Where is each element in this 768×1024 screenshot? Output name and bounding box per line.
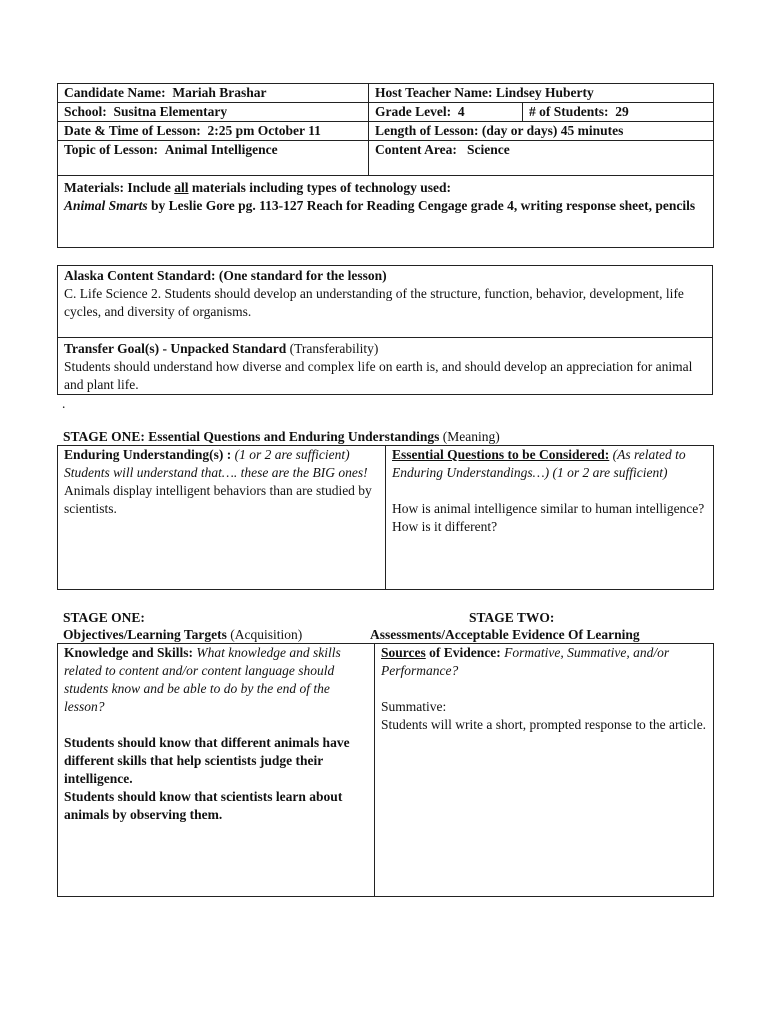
stage-one-meaning-heading <box>63 428 500 446</box>
host-value: Lindsey Huberty <box>495 85 594 100</box>
stage-one-meaning-paren: (Meaning) <box>439 429 500 444</box>
content-label: Content Area: <box>375 142 457 157</box>
materials-cell <box>58 176 714 248</box>
eu-heading: Enduring Understanding(s) : <box>64 447 232 462</box>
content-area-cell <box>369 141 714 176</box>
grade-value: 4 <box>457 104 465 119</box>
ev-heading: of Evidence: <box>425 645 501 660</box>
eu-prompt: Students will understand that…. these are the BIG ones! <box>64 465 368 480</box>
transfer-goal-cell <box>58 338 713 395</box>
host-teacher-cell <box>369 84 714 103</box>
standards-table <box>57 265 713 395</box>
ev-type: Summative: <box>381 699 447 714</box>
topic-label: Topic of Lesson: <box>64 142 159 157</box>
materials-suffix: materials including types of technology used: <box>188 180 452 195</box>
ks-heading: Knowledge and Skills: <box>64 645 194 660</box>
transfer-goal-text: Students should understand how diverse and complex life on earth is, and should develop an appreciation for animal and plant life. <box>64 359 693 392</box>
school-label: School: <box>64 104 107 119</box>
candidate-value: Mariah Brashar <box>172 85 267 100</box>
ev-heading-sources: Sources <box>381 645 426 660</box>
transfer-goal-paren: (Transferability) <box>286 341 379 356</box>
candidate-cell <box>58 84 369 103</box>
grade-label: Grade Level: <box>375 104 452 119</box>
stage-one-meaning-title: STAGE ONE: Essential Questions and Enduring Understandings <box>63 429 440 444</box>
content-value: Science <box>467 142 510 157</box>
datetime-value: 2:25 pm October 11 <box>207 123 321 138</box>
evidence-cell <box>375 644 714 897</box>
eq-text: How is animal intelligence similar to human intelligence? How is it different? <box>392 501 705 534</box>
ev-text: Students will write a short, prompted response to the article. <box>381 717 707 732</box>
stage-two-subheading: Assessments/Acceptable Evidence Of Learning <box>370 627 640 642</box>
alaska-standard-cell <box>58 266 713 338</box>
materials-all: all <box>174 180 189 195</box>
candidate-label: Candidate Name: <box>64 85 166 100</box>
lesson-header-table <box>57 83 714 248</box>
students-value: 29 <box>615 104 629 119</box>
objectives-assessment-table <box>57 643 714 897</box>
length-cell <box>369 122 714 141</box>
stage-one-subheading <box>63 626 302 644</box>
length-value: 45 minutes <box>560 123 624 138</box>
knowledge-skills-cell <box>58 644 375 897</box>
length-label: Length of Lesson: (day or days) <box>375 123 558 138</box>
materials-text: by Leslie Gore pg. 113-127 Reach for Reading Cengage grade 4, writing response sheet, pencils <box>147 198 696 213</box>
ev-prompt: Formative, Summative, and/or Performance? <box>381 645 670 678</box>
topic-value: Animal Intelligence <box>164 142 278 157</box>
enduring-understandings-cell <box>58 446 386 590</box>
eq-heading: Essential Questions to be Considered: <box>392 447 610 462</box>
datetime-label: Date & Time of Lesson: <box>64 123 201 138</box>
understandings-table <box>57 445 714 590</box>
stage-one-sub: Objectives/Learning Targets <box>63 627 227 642</box>
school-value: Susitna Elementary <box>113 104 228 119</box>
stage-one-sub-paren: (Acquisition) <box>226 627 303 642</box>
materials-prefix: Materials: Include <box>64 180 175 195</box>
students-label: # of Students: <box>529 104 609 119</box>
stage-two-label: STAGE TWO: <box>469 610 555 625</box>
ks-text-1: Students should know that different animals have different skills that help scientists judge their intelligence. <box>64 735 350 786</box>
eq-note: (As related to Enduring Understandings…) (1 or 2 are sufficient) <box>392 447 686 480</box>
eu-note: (1 or 2 are sufficient) <box>231 447 350 462</box>
essential-questions-cell <box>386 446 714 590</box>
grade-cell <box>369 103 523 122</box>
materials-heading <box>64 179 707 197</box>
alaska-standard-text: C. Life Science 2. Students should develop an understanding of the structure, function, behavior, development, life cycles, and diversity of organisms. <box>64 286 684 319</box>
materials-list <box>64 197 707 215</box>
ks-prompt: What knowledge and skills related to content and/or content language should students know and be able to do by the end of the lesson? <box>64 645 341 714</box>
host-label: Host Teacher Name: <box>375 85 493 100</box>
materials-book-title: Animal Smarts <box>64 198 148 213</box>
alaska-standard-heading: Alaska Content Standard: (One standard for the lesson) <box>64 268 387 283</box>
stray-dot: . <box>62 396 66 411</box>
stage-one-label: STAGE ONE: <box>63 610 145 625</box>
eu-text: Animals display intelligent behaviors than are studied by scientists. <box>64 483 372 516</box>
school-cell <box>58 103 369 122</box>
ks-text-2: Students should know that scientists learn about animals by observing them. <box>64 789 343 822</box>
topic-cell <box>58 141 369 176</box>
datetime-cell <box>58 122 369 141</box>
transfer-goal-heading: Transfer Goal(s) - Unpacked Standard <box>64 341 287 356</box>
students-cell <box>523 103 714 122</box>
